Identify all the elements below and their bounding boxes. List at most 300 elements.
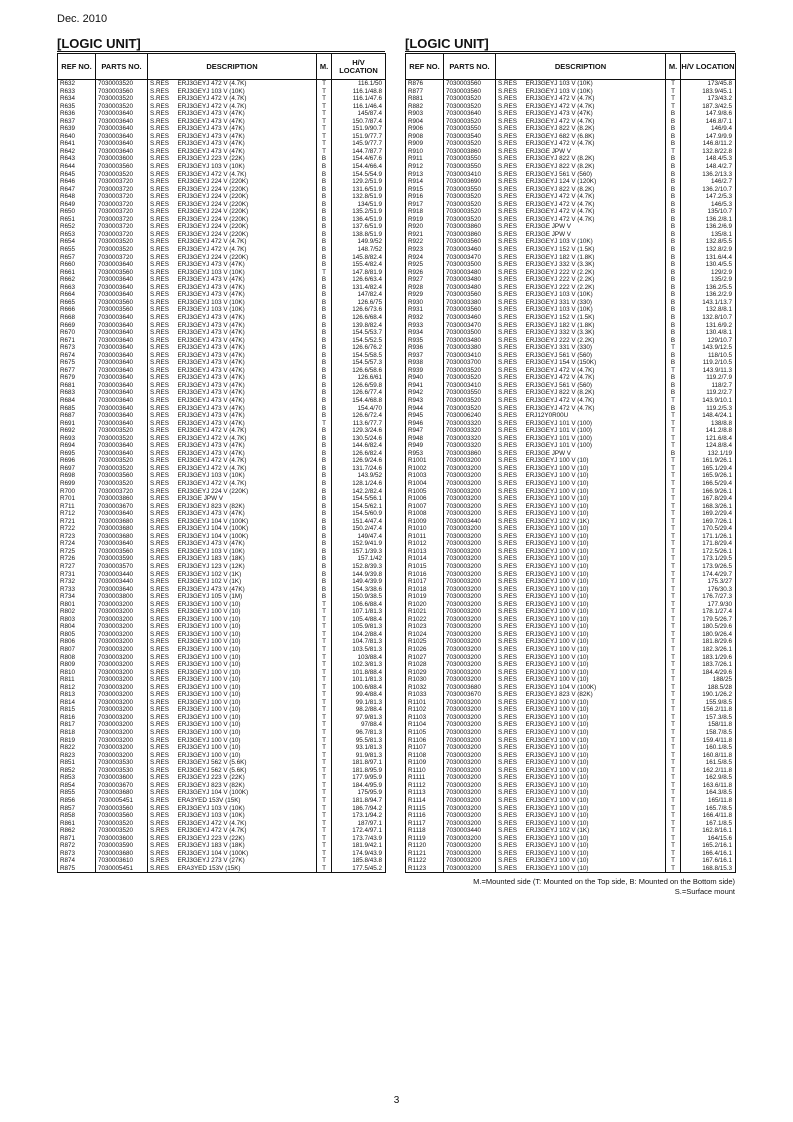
cell-description: ERJ3GEYJ 100 V (10) (524, 752, 666, 760)
cell-parts-no: 7030003440 (444, 827, 496, 835)
cell-ref-no: R929 (406, 291, 444, 299)
cell-ref-no: R726 (58, 555, 96, 563)
cell-hv-location: 128.1/24.6 (332, 480, 386, 488)
cell-mounted-side: B (317, 359, 332, 367)
cell-description: ERJ3GEYJ 103 V (10K) (176, 805, 317, 813)
cell-parts-no: 7030003200 (96, 616, 148, 624)
cell-mounted-side: B (317, 314, 332, 322)
cell-part-type: S.RES (148, 420, 176, 428)
cell-parts-no: 7030003640 (444, 110, 496, 118)
cell-part-type: S.RES (496, 503, 524, 511)
table-row (406, 322, 736, 330)
table-row (58, 827, 386, 835)
cell-ref-no: R862 (58, 827, 96, 835)
cell-parts-no: 7030003520 (96, 103, 148, 111)
cell-part-type: S.RES (148, 337, 176, 345)
cell-description: ERJ3GEYJ 182 V (1.8K) (524, 322, 666, 330)
cell-ref-no: R1117 (406, 820, 444, 828)
cell-description: ERJ3GEYJ 472 V (4.7K) (176, 827, 317, 835)
cell-ref-no: R685 (58, 405, 96, 413)
cell-mounted-side: B (666, 329, 681, 337)
cell-description: ERJ3GEYJ 224 V (220K) (176, 208, 317, 216)
cell-ref-no: R913 (406, 171, 444, 179)
cell-description: ERJ3GEYJ 100 V (10) (524, 555, 666, 563)
cell-part-type: S.RES (148, 767, 176, 775)
cell-mounted-side: B (666, 201, 681, 209)
cell-ref-no: R1121 (406, 850, 444, 858)
cell-ref-no: R694 (58, 442, 96, 450)
cell-ref-no: R1006 (406, 495, 444, 503)
cell-hv-location: 146.8/11.2 (681, 140, 736, 148)
cell-parts-no: 7030003640 (96, 389, 148, 397)
cell-mounted-side: B (317, 329, 332, 337)
table-row (58, 269, 386, 277)
cell-mounted-side: T (666, 548, 681, 556)
cell-parts-no: 7030003200 (444, 593, 496, 601)
cell-description: ERJ3GEYJ 100 V (10) (524, 835, 666, 843)
cell-part-type: S.RES (148, 193, 176, 201)
cell-ref-no: R712 (58, 510, 96, 518)
cell-description: ERJ3GEYJ 473 V (47K) (176, 397, 317, 405)
cell-parts-no: 7030003320 (444, 442, 496, 450)
cell-hv-location: 174.9/43.9 (332, 850, 386, 858)
cell-description: ERJ3GEYJ 561 V (560) (524, 352, 666, 360)
cell-part-type: S.RES (496, 405, 524, 413)
cell-part-type: S.RES (496, 820, 524, 828)
cell-hv-location: 145/87.4 (332, 110, 386, 118)
table-row (406, 503, 736, 511)
cell-mounted-side: B (666, 314, 681, 322)
cell-hv-location: 148.4/24.1 (681, 412, 736, 420)
cell-ref-no: R671 (58, 337, 96, 345)
table-row (58, 405, 386, 413)
cell-part-type: S.RES (496, 261, 524, 269)
cell-mounted-side: T (317, 691, 332, 699)
cell-ref-no: R677 (58, 367, 96, 375)
document-date: Dec. 2010 (57, 13, 108, 25)
cell-hv-location: 136.2/10.7 (681, 186, 736, 194)
cell-description: ERJ3GEYJ 472 V (4.7K) (524, 201, 666, 209)
cell-ref-no: R1018 (406, 586, 444, 594)
cell-mounted-side: T (666, 850, 681, 858)
cell-parts-no: 7030003640 (96, 540, 148, 548)
cell-mounted-side: T (666, 812, 681, 820)
cell-description: ERJ3GEYJ 104 V (100K) (524, 684, 666, 692)
cell-ref-no: R910 (406, 148, 444, 156)
cell-parts-no: 7030003670 (96, 782, 148, 790)
cell-mounted-side: T (666, 593, 681, 601)
cell-part-type: S.RES (148, 246, 176, 254)
cell-hv-location: 155.9/8.5 (681, 699, 736, 707)
cell-description: ERJ3GEYJ 100 V (10) (524, 820, 666, 828)
cell-part-type: S.RES (148, 533, 176, 541)
cell-description: ERJ3GEYJ 101 V (100) (524, 435, 666, 443)
cell-ref-no: R922 (406, 238, 444, 246)
cell-part-type: S.RES (148, 299, 176, 307)
cell-mounted-side: B (317, 367, 332, 375)
cell-ref-no: R1011 (406, 533, 444, 541)
table-row (406, 616, 736, 624)
table-row (406, 299, 736, 307)
table-row (58, 344, 386, 352)
cell-part-type: S.RES (148, 812, 176, 820)
column-header-description: DESCRIPTION (148, 54, 317, 80)
cell-description: ERJ3GEYJ 223 V (22K) (176, 774, 317, 782)
table-row (58, 495, 386, 503)
cell-mounted-side: T (317, 805, 332, 813)
cell-part-type: S.RES (496, 450, 524, 458)
cell-hv-location: 167.8/29.4 (681, 495, 736, 503)
cell-parts-no: 7030003200 (96, 654, 148, 662)
cell-mounted-side: B (666, 208, 681, 216)
cell-part-type: S.RES (148, 442, 176, 450)
cell-hv-location: 154.5/53.7 (332, 329, 386, 337)
cell-description: ERJ3GEYJ 472 V (4.7K) (524, 216, 666, 224)
cell-part-type: S.RES (496, 359, 524, 367)
table-row (58, 133, 386, 141)
cell-description: ERJ3GEYJ 473 V (47K) (176, 148, 317, 156)
cell-description: ERJ3GEYJ 104 V (100K) (176, 518, 317, 526)
table-row (406, 654, 736, 662)
cell-ref-no: R935 (406, 337, 444, 345)
table-row (58, 586, 386, 594)
table-row (58, 261, 386, 269)
cell-ref-no: R1115 (406, 805, 444, 813)
cell-ref-no: R904 (406, 118, 444, 126)
cell-part-type: S.RES (496, 752, 524, 760)
cell-hv-location: 118/10.5 (681, 352, 736, 360)
cell-part-type: S.RES (496, 246, 524, 254)
cell-description: ERJ3GEYJ 100 V (10) (524, 548, 666, 556)
cell-ref-no: R823 (58, 752, 96, 760)
table-row (58, 246, 386, 254)
cell-ref-no: R1028 (406, 661, 444, 669)
cell-hv-location: 149.9/52 (332, 238, 386, 246)
cell-mounted-side: T (666, 472, 681, 480)
cell-description: ERJ3GEYJ 472 V (4.7K) (176, 480, 317, 488)
cell-mounted-side: T (666, 80, 681, 88)
cell-parts-no: 7030003200 (444, 563, 496, 571)
cell-mounted-side: T (317, 752, 332, 760)
cell-hv-location: 179.5/26.7 (681, 616, 736, 624)
cell-description: ERJ3GEYJ 102 V (1K) (176, 578, 317, 586)
cell-mounted-side: T (666, 669, 681, 677)
cell-hv-location: 154.3/38.6 (332, 586, 386, 594)
cell-part-type: S.RES (148, 88, 176, 96)
cell-hv-location: 172.5/26.1 (681, 548, 736, 556)
cell-ref-no: R687 (58, 412, 96, 420)
cell-part-type: S.RES (148, 231, 176, 239)
cell-ref-no: R908 (406, 133, 444, 141)
table-row (406, 827, 736, 835)
table-row (406, 186, 736, 194)
cell-description: ERJ3GEYJ 472 V (4.7K) (524, 397, 666, 405)
cell-hv-location: 173.9/26.5 (681, 563, 736, 571)
cell-description: ERJ3GE JPW V (524, 223, 666, 231)
cell-part-type: S.RES (148, 737, 176, 745)
cell-description: ERJ3GEYJ 561 V (560) (524, 171, 666, 179)
cell-part-type: S.RES (148, 397, 176, 405)
cell-parts-no: 7030003440 (96, 578, 148, 586)
cell-ref-no: R882 (406, 103, 444, 111)
table-row (58, 563, 386, 571)
table-row (406, 442, 736, 450)
cell-description: ERJ3GEYJ 100 V (10) (524, 774, 666, 782)
cell-mounted-side: T (666, 820, 681, 828)
table-row (58, 465, 386, 473)
cell-hv-location: 164.3/8.5 (681, 789, 736, 797)
cell-part-type: S.RES (148, 676, 176, 684)
cell-description: ERJ3GEYJ 473 V (47K) (176, 442, 317, 450)
cell-part-type: S.RES (496, 850, 524, 858)
table-row (58, 805, 386, 813)
cell-description: ERJ3GEYJ 152 V (1.5K) (524, 246, 666, 254)
table-row (406, 223, 736, 231)
cell-part-type: S.RES (496, 435, 524, 443)
cell-hv-location: 131.6/51.9 (332, 186, 386, 194)
cell-mounted-side: B (317, 201, 332, 209)
cell-ref-no: R944 (406, 405, 444, 413)
cell-ref-no: R807 (58, 646, 96, 654)
cell-part-type: S.RES (148, 389, 176, 397)
cell-mounted-side: T (666, 699, 681, 707)
cell-hv-location: 99.4/88.4 (332, 691, 386, 699)
cell-hv-location: 157.3/8.5 (681, 714, 736, 722)
table-row (58, 397, 386, 405)
cell-hv-location: 93.1/81.3 (332, 744, 386, 752)
cell-ref-no: R872 (58, 842, 96, 850)
cell-part-type: S.RES (496, 254, 524, 262)
cell-ref-no: R942 (406, 389, 444, 397)
cell-mounted-side: T (666, 397, 681, 405)
cell-mounted-side: T (317, 110, 332, 118)
cell-mounted-side: T (666, 344, 681, 352)
cell-description: ERJ3GE JPW V (524, 148, 666, 156)
cell-mounted-side: B (317, 193, 332, 201)
cell-mounted-side: T (317, 737, 332, 745)
cell-hv-location: 119.2/2.7 (681, 389, 736, 397)
cell-ref-no: R921 (406, 231, 444, 239)
cell-hv-location: 154.5/62.1 (332, 503, 386, 511)
footnote-surface-mount: S.=Surface mount (674, 887, 735, 896)
cell-hv-location: 136.2/8.1 (681, 216, 736, 224)
cell-description: ERJ3GEYJ 100 V (10) (176, 646, 317, 654)
cell-ref-no: R814 (58, 699, 96, 707)
cell-ref-no: R851 (58, 759, 96, 767)
table-row (406, 540, 736, 548)
cell-description: ERJ3GEYJ 100 V (10) (524, 525, 666, 533)
cell-parts-no: 7030003720 (96, 201, 148, 209)
cell-parts-no: 7030003200 (444, 608, 496, 616)
cell-ref-no: R817 (58, 721, 96, 729)
cell-mounted-side: T (666, 684, 681, 692)
cell-mounted-side: B (317, 337, 332, 345)
cell-mounted-side: T (666, 427, 681, 435)
cell-ref-no: R645 (58, 171, 96, 179)
cell-hv-location: 99.1/81.3 (332, 699, 386, 707)
cell-description: ERJ3GEYJ 103 V (10K) (176, 163, 317, 171)
cell-description: ERJ3GEYJ 100 V (10) (524, 533, 666, 541)
cell-hv-location: 155.4/82.4 (332, 261, 386, 269)
table-row (406, 231, 736, 239)
cell-ref-no: R722 (58, 525, 96, 533)
cell-description: ERJ3GEYJ 152 V (1.5K) (524, 314, 666, 322)
table-row (58, 752, 386, 760)
table-row (58, 767, 386, 775)
cell-part-type: S.RES (148, 729, 176, 737)
cell-mounted-side: T (666, 706, 681, 714)
table-row (406, 488, 736, 496)
cell-hv-location: 154.5/60.9 (332, 510, 386, 518)
table-row (58, 608, 386, 616)
cell-part-type: S.RES (496, 805, 524, 813)
cell-hv-location: 147.9/9.9 (681, 133, 736, 141)
cell-description: ERJ3GEYJ 473 V (47K) (176, 344, 317, 352)
table-row (58, 254, 386, 262)
cell-hv-location: 151.4/47.4 (332, 518, 386, 526)
cell-ref-no: R945 (406, 412, 444, 420)
cell-part-type: S.RES (148, 201, 176, 209)
cell-description: ERJ3GEYJ 104 V (100K) (176, 525, 317, 533)
cell-parts-no: 7030003200 (96, 706, 148, 714)
cell-part-type: S.RES (148, 510, 176, 518)
table-row (58, 571, 386, 579)
cell-hv-location: 95.5/81.3 (332, 737, 386, 745)
cell-part-type: S.RES (496, 223, 524, 231)
column-header-hv-location: H/V LOCATION (332, 54, 386, 80)
cell-mounted-side: B (317, 465, 332, 473)
cell-parts-no: 7030003640 (96, 374, 148, 382)
table-row (406, 608, 736, 616)
cell-part-type: S.RES (496, 148, 524, 156)
cell-part-type: S.RES (148, 465, 176, 473)
cell-description: ERJ3GEYJ 100 V (10) (524, 503, 666, 511)
cell-mounted-side: T (666, 752, 681, 760)
table-row (406, 284, 736, 292)
cell-mounted-side: B (666, 178, 681, 186)
cell-hv-location: 147.9/8.6 (681, 110, 736, 118)
cell-parts-no: 7030003720 (96, 186, 148, 194)
cell-ref-no: R1016 (406, 571, 444, 579)
cell-description: ERJ3GEYJ 223 V (22K) (176, 835, 317, 843)
cell-hv-location: 116.1/47.6 (332, 95, 386, 103)
cell-hv-location: 126.9/24.6 (332, 457, 386, 465)
cell-part-type: S.RES (148, 721, 176, 729)
cell-hv-location: 172.4/97.1 (332, 827, 386, 835)
cell-hv-location: 129.2/51.9 (332, 178, 386, 186)
cell-mounted-side: B (666, 382, 681, 390)
cell-hv-location: 154.4/67.6 (332, 155, 386, 163)
cell-description: ERJ3GEYJ 473 V (47K) (176, 450, 317, 458)
cell-parts-no: 7030003590 (96, 842, 148, 850)
cell-description: ERJ3GEYJ 473 V (47K) (176, 540, 317, 548)
cell-ref-no: R940 (406, 374, 444, 382)
cell-ref-no: R858 (58, 812, 96, 820)
cell-part-type: S.RES (496, 782, 524, 790)
cell-part-type: S.RES (496, 812, 524, 820)
cell-part-type: S.RES (496, 608, 524, 616)
footnote (473, 877, 735, 897)
cell-parts-no: 7030003200 (444, 503, 496, 511)
cell-mounted-side: T (666, 842, 681, 850)
cell-mounted-side: T (317, 684, 332, 692)
cell-mounted-side: T (666, 503, 681, 511)
cell-parts-no: 7030003560 (444, 88, 496, 96)
cell-part-type: S.RES (148, 322, 176, 330)
cell-parts-no: 7030003520 (444, 201, 496, 209)
cell-hv-location: 165.9/26.1 (681, 472, 736, 480)
cell-description: ERJ3GEYJ 472 V (4.7K) (524, 405, 666, 413)
cell-ref-no: R639 (58, 125, 96, 133)
cell-part-type: S.RES (148, 367, 176, 375)
cell-ref-no: R912 (406, 163, 444, 171)
cell-mounted-side: B (317, 223, 332, 231)
cell-hv-location: 150.7/87.4 (332, 118, 386, 126)
cell-description: ERJ3GEYJ 472 V (4.7K) (176, 238, 317, 246)
cell-hv-location: 91.9/81.3 (332, 752, 386, 760)
cell-hv-location: 138/8.8 (681, 420, 736, 428)
cell-parts-no: 7030003200 (444, 488, 496, 496)
cell-hv-location: 148.4/2.7 (681, 163, 736, 171)
column-header-ref-no: REF NO. (58, 54, 96, 80)
cell-part-type: S.RES (148, 646, 176, 654)
cell-hv-location: 167.1/8.5 (681, 820, 736, 828)
cell-part-type: S.RES (496, 699, 524, 707)
cell-ref-no: R853 (58, 774, 96, 782)
cell-part-type: S.RES (496, 714, 524, 722)
table-row (58, 721, 386, 729)
cell-hv-location: 170.5/29.4 (681, 525, 736, 533)
cell-part-type: S.RES (148, 714, 176, 722)
cell-part-type: S.RES (496, 133, 524, 141)
cell-part-type: S.RES (148, 774, 176, 782)
cell-mounted-side: T (317, 88, 332, 96)
cell-ref-no: R1123 (406, 865, 444, 873)
cell-mounted-side: B (666, 374, 681, 382)
cell-hv-location: 143.9/12.5 (681, 344, 736, 352)
cell-parts-no: 7030003200 (444, 752, 496, 760)
cell-mounted-side: T (666, 601, 681, 609)
table-row (406, 427, 736, 435)
cell-hv-location: 144.7/87.7 (332, 148, 386, 156)
cell-description: ERJ3GEYJ 100 V (10) (524, 782, 666, 790)
cell-part-type: S.RES (148, 306, 176, 314)
cell-ref-no: R1033 (406, 691, 444, 699)
cell-mounted-side: T (317, 420, 332, 428)
cell-hv-location: 116.1/50 (332, 80, 386, 88)
cell-parts-no: 7030003860 (444, 231, 496, 239)
table-row (58, 654, 386, 662)
cell-mounted-side: T (666, 691, 681, 699)
table-body-left (58, 80, 386, 873)
table-row (58, 208, 386, 216)
cell-mounted-side: T (666, 638, 681, 646)
cell-mounted-side: T (666, 442, 681, 450)
table-row (58, 238, 386, 246)
cell-parts-no: 7030003640 (96, 450, 148, 458)
cell-ref-no: R804 (58, 623, 96, 631)
table-row (58, 616, 386, 624)
table-row (58, 148, 386, 156)
cell-ref-no: R903 (406, 110, 444, 118)
cell-ref-no: R655 (58, 246, 96, 254)
cell-part-type: S.RES (148, 593, 176, 601)
cell-description: ERJ3GEYJ 473 V (47K) (176, 322, 317, 330)
cell-parts-no: 7030003520 (96, 827, 148, 835)
cell-ref-no: R928 (406, 284, 444, 292)
cell-hv-location: 134/51.9 (332, 201, 386, 209)
cell-ref-no: R1024 (406, 631, 444, 639)
